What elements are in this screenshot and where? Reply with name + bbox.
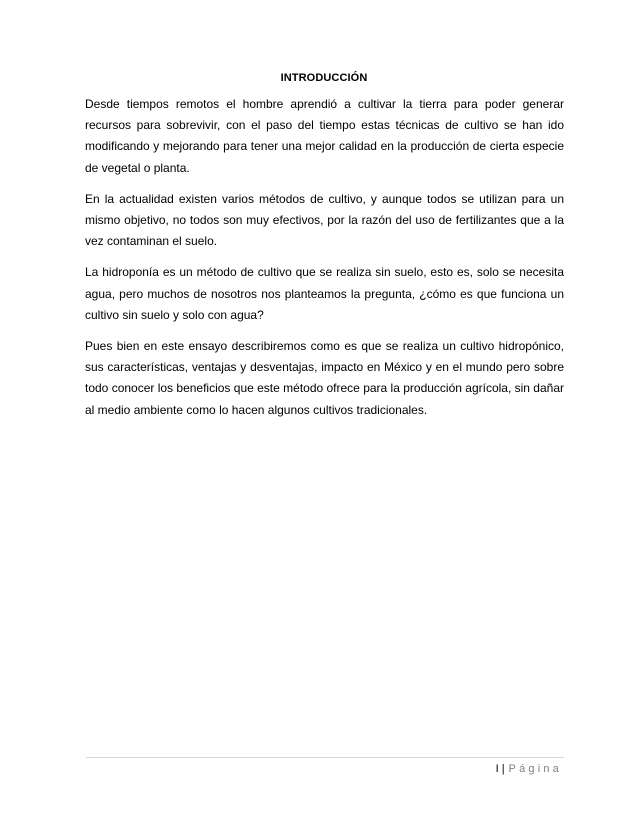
page-number: I	[495, 763, 499, 775]
page-label: Página	[508, 763, 562, 775]
paragraph-4: Pues bien en este ensayo describiremos como es que se realiza un cultivo hidropónico, sus características, ventajas y desventajas, impacto en México y en el mundo pero sobre todo conocer los beneficios que este método ofrece para la producción agrícola, sin dañar al medio ambiente como lo hacen algunos cultivos tradicionales.	[85, 339, 564, 417]
document-body	[85, 94, 564, 431]
paragraph-2: En la actualidad existen varios métodos de cultivo, y aunque todos se utilizan para un mismo objetivo, no todos son muy efectivos, por la razón del uso de fertilizantes que a la vez contaminan el suelo.	[85, 191, 564, 249]
document-title: INTRODUCCIÓN	[280, 72, 368, 84]
footer-divider	[86, 757, 564, 758]
footer-separator: |	[501, 763, 505, 775]
paragraph-1: Desde tiempos remotos el hombre aprendió a cultivar la tierra para poder generar recursos para sobrevivir, con el paso del tiempo estas técnicas de cultivo se han ido modificando y mejorando para tener una mejor calidad en la producción de cierta especie de vegetal o planta.	[85, 97, 564, 175]
paragraph-3: La hidroponía es un método de cultivo que se realiza sin suelo, esto es, solo se necesita agua, pero muchos de nosotros nos planteamos la pregunta, ¿cómo es que funciona un cultivo sin suelo y solo con agua?	[85, 265, 564, 322]
page-footer	[496, 763, 562, 775]
